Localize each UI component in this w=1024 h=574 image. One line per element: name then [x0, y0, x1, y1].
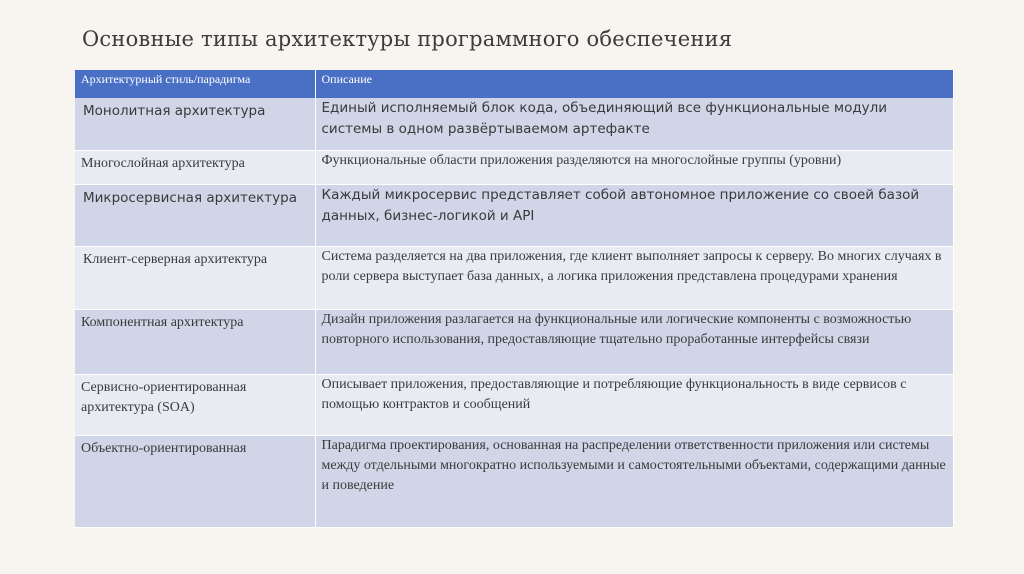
row-style: Сервисно-ориентированная архитектура (SOA)	[75, 374, 315, 435]
row-description: Описывает приложения, предоставляющие и потребляющие функциональность в виде сервисов с помощью контрактов и сообщений	[315, 374, 953, 435]
architecture-table	[75, 70, 954, 528]
row-description: Парадигма проектирования, основанная на распределении ответственности приложения или системы между отдельными многократно используемыми и самостоятельными объектами, содержащими данные и поведение	[315, 435, 953, 527]
header-style: Архитектурный стиль/парадигма	[75, 70, 315, 98]
row-style: Клиент-серверная архитектура	[75, 246, 315, 309]
table-row	[75, 374, 953, 435]
row-description: Единый исполняемый блок кода, объединяющий все функциональные модули системы в одном развёртываемом артефакте	[315, 98, 953, 150]
row-style: Многослойная архитектура	[75, 150, 315, 184]
table-row	[75, 184, 953, 246]
slide-title: Основные типы архитектуры программного обеспечения	[82, 27, 733, 51]
table-row	[75, 246, 953, 309]
table-row	[75, 435, 953, 527]
table-row	[75, 150, 953, 184]
table-row	[75, 309, 953, 374]
row-description: Дизайн приложения разлагается на функциональные или логические компоненты с возможностью повторного использования, предоставляющие тщательно проработанные интерфейсы связи	[315, 309, 953, 374]
row-description: Система разделяется на два приложения, где клиент выполняет запросы к серверу. Во многих случаях в роли сервера выступает база данных, а логика приложения представлена процедурами хранения	[315, 246, 953, 309]
header-description: Описание	[315, 70, 953, 98]
row-style: Монолитная архитектура	[75, 98, 315, 150]
row-style: Объектно-ориентированная	[75, 435, 315, 527]
row-description: Функциональные области приложения разделяются на многослойные группы (уровни)	[315, 150, 953, 184]
table-row	[75, 98, 953, 150]
row-description: Каждый микросервис представляет собой автономное приложение со своей базой данных, бизнес-логикой и API	[315, 184, 953, 246]
row-style: Микросервисная архитектура	[75, 184, 315, 246]
row-style: Компонентная архитектура	[75, 309, 315, 374]
table-header-row	[75, 70, 953, 98]
